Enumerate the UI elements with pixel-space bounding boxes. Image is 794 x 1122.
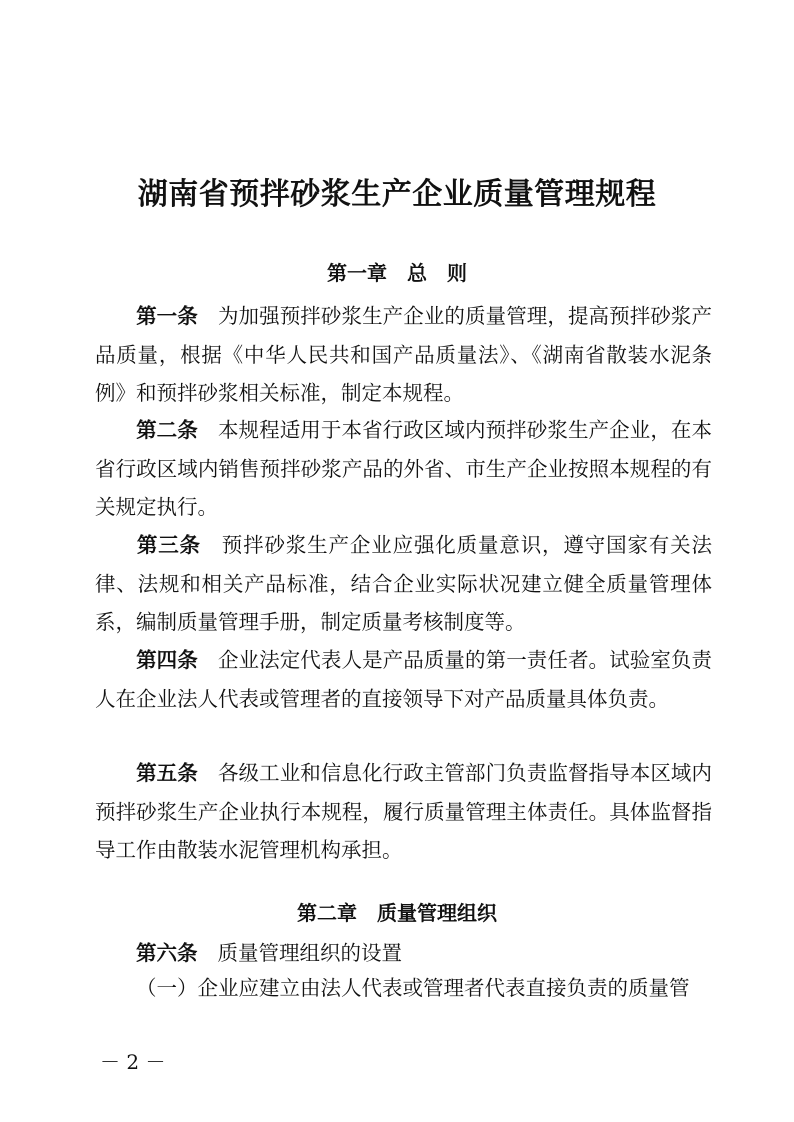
article-2-label: 第二条 bbox=[136, 418, 198, 442]
article-3-label: 第三条 bbox=[136, 533, 201, 557]
document-title: 湖南省预拌砂浆生产企业质量管理规程 bbox=[137, 177, 657, 212]
chapter-2-heading: 第二章 质量管理组织 bbox=[297, 901, 497, 925]
article-5-label: 第五条 bbox=[136, 761, 198, 785]
chapter-1-heading: 第一章 总 则 bbox=[327, 261, 467, 285]
article-6 bbox=[95, 934, 712, 973]
clause-1-text: （一）企业应建立由法人代表或管理者代表直接负责的质量管 bbox=[136, 976, 690, 1000]
article-6-label: 第六条 bbox=[136, 941, 198, 965]
article-4 bbox=[95, 641, 712, 718]
article-5 bbox=[95, 754, 712, 870]
article-4-text: 企业法定代表人是产品质量的第一责任者。试验室负责人在企业法人代表或管理者的直接领导下对产品质量具体负责。 bbox=[95, 648, 713, 711]
article-3 bbox=[95, 526, 712, 642]
article-2-text: 本规程适用于本省行政区域内预拌砂浆生产企业，在本省行政区域内销售预拌砂浆产品的外省、市生产企业按照本规程的有关规定执行。 bbox=[95, 418, 713, 519]
article-4-label: 第四条 bbox=[136, 648, 198, 672]
article-3-text: 预拌砂浆生产企业应强化质量意识，遵守国家有关法律、法规和相关产品标准，结合企业实际状况建立健全质量管理体系，编制质量管理手册，制定质量考核制度等。 bbox=[95, 533, 713, 634]
clause-1 bbox=[95, 969, 712, 1008]
article-5-text: 各级工业和信息化行政主管部门负责监督指导本区域内预拌砂浆生产企业执行本规程，履行质量管理主体责任。具体监督指导工作由散装水泥管理机构承担。 bbox=[95, 761, 713, 862]
article-2 bbox=[95, 411, 712, 527]
article-1-text: 为加强预拌砂浆生产企业的质量管理，提高预拌砂浆产品质量，根据《中华人民共和国产品质量法》、《湖南省散装水泥条例》和预拌砂浆相关标准，制定本规程。 bbox=[95, 304, 713, 405]
article-6-text: 质量管理组织的设置 bbox=[217, 941, 402, 965]
article-1-label: 第一条 bbox=[136, 304, 198, 328]
article-1 bbox=[95, 297, 712, 413]
page-number: － 2 － bbox=[100, 1050, 166, 1074]
